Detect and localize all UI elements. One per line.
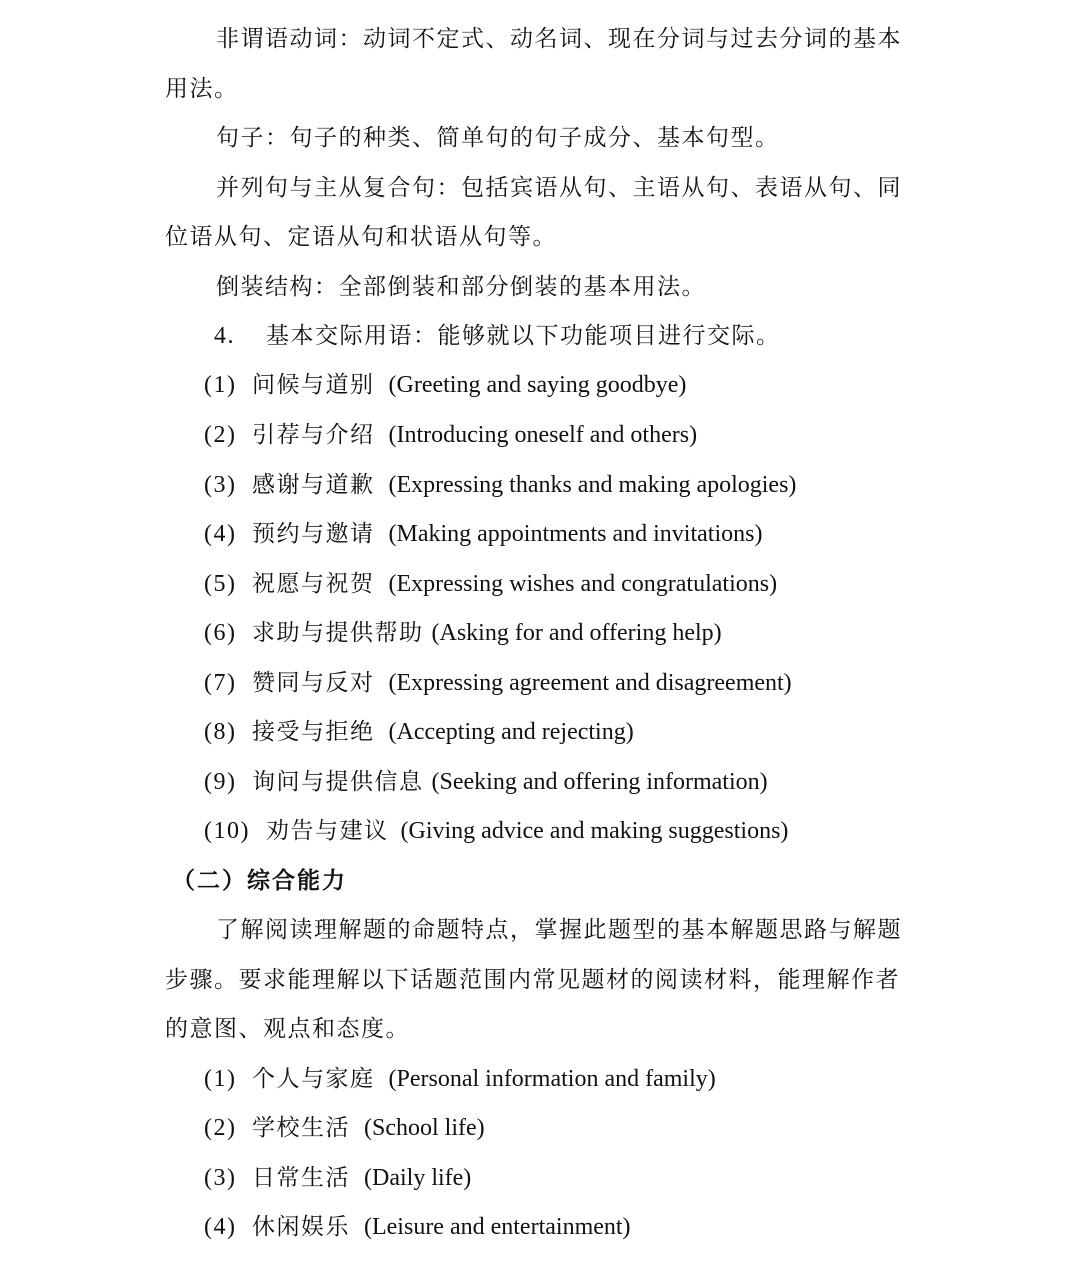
function-number: (8) [204, 719, 237, 745]
function-item [204, 420, 697, 450]
function-zh: 询问与提供信息 [252, 769, 424, 795]
function-number: (4) [204, 521, 237, 547]
topic-zh: 日常生活 [252, 1165, 350, 1191]
function-item [204, 370, 686, 400]
function-number: (5) [204, 571, 237, 597]
function-item [204, 618, 722, 648]
section-4-heading [214, 321, 781, 351]
topic-item [204, 1064, 716, 1094]
topic-en: (Leisure and entertainment) [364, 1214, 631, 1240]
nonfinite-verbs-line1: 非谓语动词：动词不定式、动名词、现在分词与过去分词的基本 [216, 26, 902, 52]
function-en: (Asking for and offering help) [431, 620, 722, 646]
function-zh: 祝愿与祝贺 [252, 571, 375, 597]
function-item [204, 569, 777, 599]
function-item [204, 519, 762, 549]
function-item [204, 668, 792, 698]
function-item [204, 470, 796, 500]
function-zh: 引荐与介绍 [252, 422, 375, 448]
function-item [204, 816, 788, 846]
compound-sentences-line2: 位语从句、定语从句和状语从句等。 [165, 224, 557, 250]
topic-zh: 学校生活 [252, 1115, 350, 1141]
function-number: (2) [204, 422, 237, 448]
topic-en: (School life) [364, 1115, 485, 1141]
section-2-heading: （二）综合能力 [172, 868, 347, 894]
reading-intro-line3: 的意图、观点和态度。 [165, 1016, 410, 1042]
function-en: (Expressing wishes and congratulations) [388, 571, 778, 597]
function-number: (1) [204, 372, 237, 398]
function-number: (3) [204, 472, 237, 498]
function-zh: 预约与邀请 [252, 521, 375, 547]
function-en: (Expressing agreement and disagreement) [388, 670, 792, 696]
topic-en: (Daily life) [364, 1165, 472, 1191]
function-en: (Seeking and offering information) [431, 769, 768, 795]
section-4-number: 4. [214, 323, 235, 349]
topic-item [204, 1163, 471, 1193]
topic-number: (2) [204, 1115, 237, 1141]
function-number: (6) [204, 620, 237, 646]
function-en: (Greeting and saying goodbye) [388, 372, 687, 398]
inversion-paragraph: 倒装结构：全部倒装和部分倒装的基本用法。 [216, 274, 706, 300]
topic-number: (4) [204, 1214, 237, 1240]
function-en: (Introducing oneself and others) [388, 422, 698, 448]
function-zh: 感谢与道歉 [252, 472, 375, 498]
topic-number: (1) [204, 1066, 237, 1092]
function-number: (10) [204, 818, 250, 844]
function-number: (9) [204, 769, 237, 795]
function-zh: 接受与拒绝 [252, 719, 375, 745]
compound-sentences-line1: 并列句与主从复合句：包括宾语从句、主语从句、表语从句、同 [216, 175, 902, 201]
function-item [204, 767, 768, 797]
function-number: (7) [204, 670, 237, 696]
topic-number: (3) [204, 1165, 237, 1191]
topic-en: (Personal information and family) [388, 1066, 716, 1092]
function-zh: 赞同与反对 [252, 670, 375, 696]
sentence-types-paragraph: 句子：句子的种类、简单句的句子成分、基本句型。 [216, 125, 780, 151]
function-zh: 劝告与建议 [266, 818, 389, 844]
nonfinite-verbs-line2: 用法。 [165, 76, 239, 102]
reading-intro-line1: 了解阅读理解题的命题特点，掌握此题型的基本解题思路与解题 [216, 917, 902, 943]
function-en: (Making appointments and invitations) [388, 521, 763, 547]
topic-zh: 休闲娱乐 [252, 1214, 350, 1240]
function-en: (Accepting and rejecting) [388, 719, 634, 745]
section-4-text: 基本交际用语：能够就以下功能项目进行交际。 [266, 323, 781, 349]
function-en: (Giving advice and making suggestions) [400, 818, 789, 844]
function-zh: 求助与提供帮助 [252, 620, 424, 646]
reading-intro-line2: 步骤。要求能理解以下话题范围内常见题材的阅读材料，能理解作者 [165, 967, 900, 993]
function-zh: 问候与道别 [252, 372, 375, 398]
topic-item [204, 1212, 631, 1242]
topic-item [204, 1113, 485, 1143]
topic-zh: 个人与家庭 [252, 1066, 375, 1092]
function-item [204, 717, 634, 747]
function-en: (Expressing thanks and making apologies) [388, 472, 797, 498]
